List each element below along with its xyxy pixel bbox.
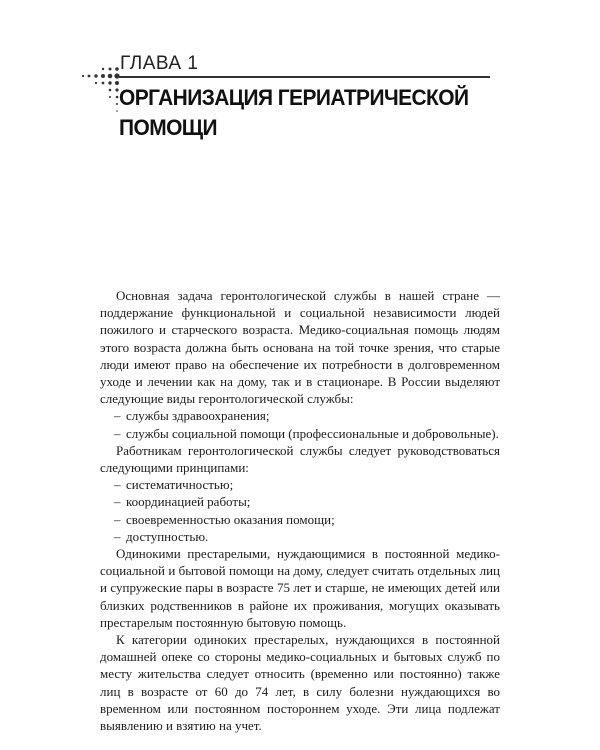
chapter-title-line-2: ПОМОЩИ xyxy=(119,115,218,140)
paragraph-4: К категории одиноких престарелых, нуждающихся в постоянной домашней опеке со стороны медико-социальных и бытовых служб по месту жительства следует относить (временно или постоянно) также лиц в возрасте от 60 до 74 лет, в силу болезни нуждающихся во временном или постоянном постороннем уходе. Эти лица подлежат выявлению и взятию на учет. xyxy=(100,632,500,734)
principles-list xyxy=(100,476,500,545)
chapter-divider xyxy=(119,76,490,78)
chapter-title-line-1: ОРГАНИЗАЦИЯ ГЕРИАТРИЧЕСКОЙ xyxy=(119,85,469,110)
list-item: – доступностью. xyxy=(114,528,209,544)
chapter-title xyxy=(119,83,472,143)
dash-marker: – xyxy=(114,425,121,441)
body-text xyxy=(100,287,500,734)
list-item: – координацией работы; xyxy=(114,494,251,510)
paragraph-3: Одинокими престарелыми, нуждающимися в постоянной медико-социальной и бытовой помощи на дому, следует считать отдельных лиц и супружеские пары в возрасте 75 лет и старше, не имеющих детей или близких родственников в районе их проживания, могущих оказывать престарелым постоянную бытовую помощь. xyxy=(100,546,500,630)
paragraph-2: Работникам геронтологической службы следует руководствоваться следующими принципами: xyxy=(100,442,500,476)
dotted-ornament-icon xyxy=(80,64,120,120)
list-item: – своевременностью оказания помощи; xyxy=(114,511,335,527)
service-types-list xyxy=(100,407,500,441)
list-item: – службы здравоохранения; xyxy=(114,408,270,424)
dash-marker: – xyxy=(114,494,121,510)
chapter-number: ГЛАВА 1 xyxy=(120,53,199,74)
dash-marker: – xyxy=(114,408,121,424)
dash-marker: – xyxy=(114,528,121,544)
list-item: – систематичностью; xyxy=(114,477,234,493)
dash-marker: – xyxy=(114,511,121,527)
paragraph-1: Основная задача геронтологической службы в нашей стране — поддержание функциональной и социальной независимости людей пожилого и старческого возраста. Медико-социальная помощь людям этого возраста должна быть основана на той точке зрения, что старые люди имеют право на обеспечение их потребности в долговременном уходе и лечении как на дому, так и в стационаре. В России выделяют следующие виды геронтологической службы: xyxy=(100,288,500,407)
list-item: – службы социальной помощи (профессиональные и добровольные). xyxy=(114,425,499,441)
dash-marker: – xyxy=(114,477,121,493)
